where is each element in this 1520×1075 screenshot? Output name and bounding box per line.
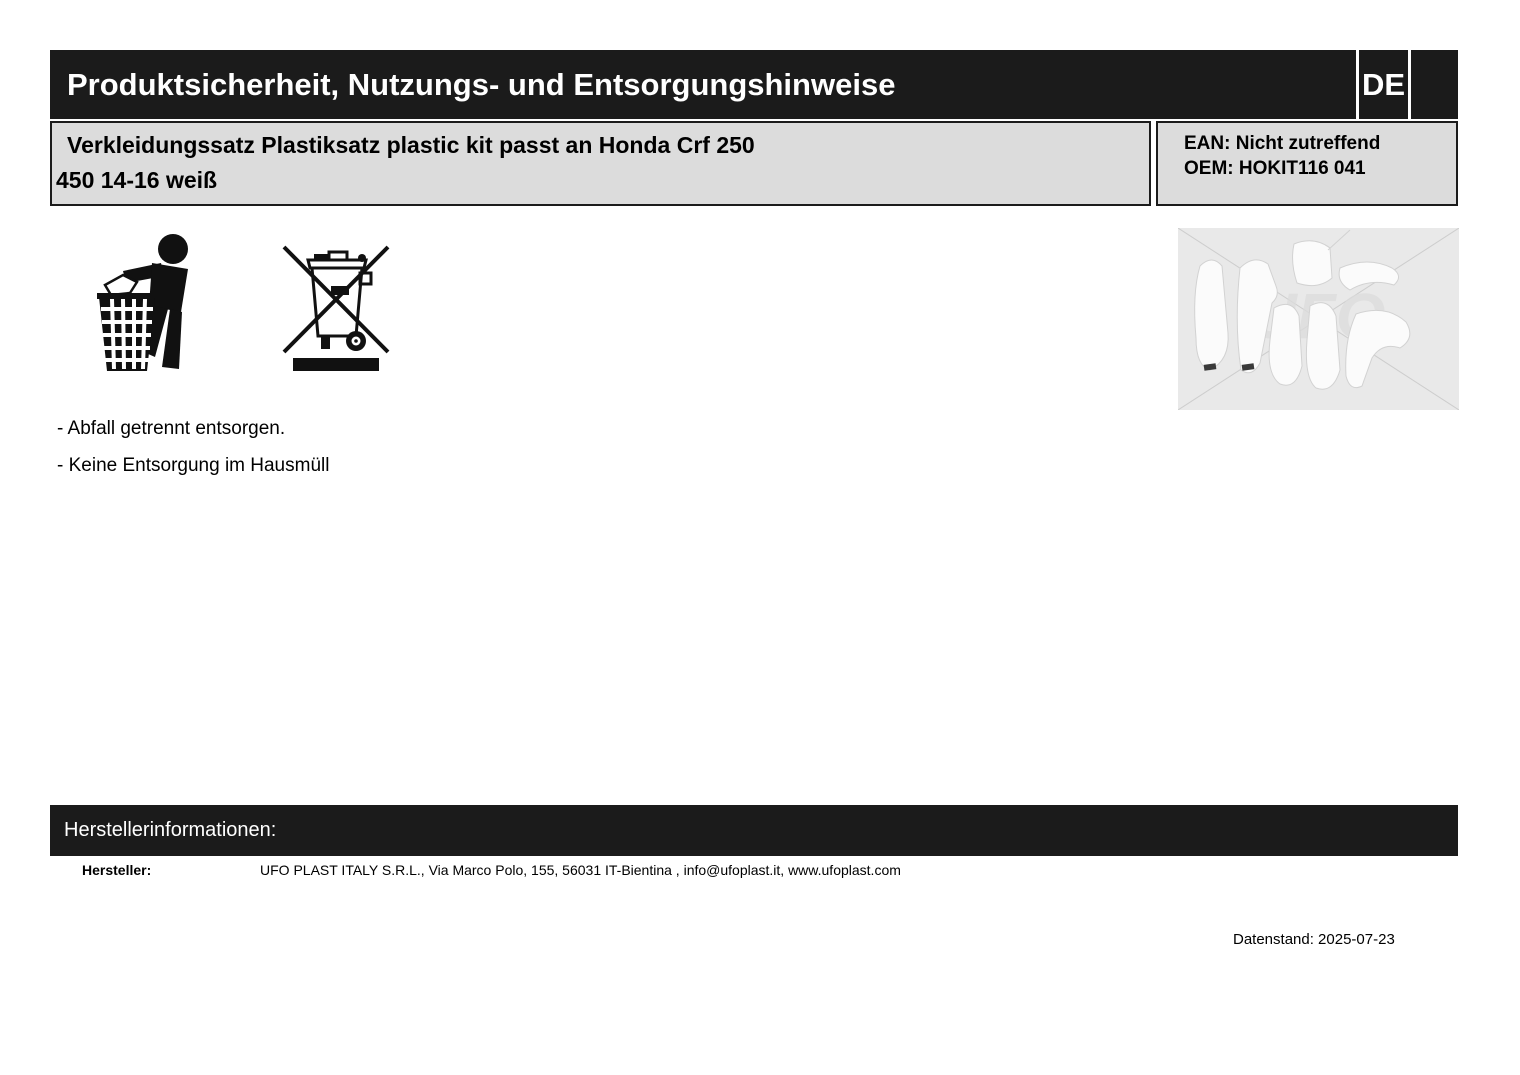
disposal-note: - Abfall getrennt entsorgen. <box>57 418 286 439</box>
manufacturer-value: UFO PLAST ITALY S.R.L., Via Marco Polo, 155, 56031 IT-Bientina , info@ufoplast.it, www.ufoplast.com <box>260 862 901 878</box>
manufacturer-section-heading: Herstellerinformationen: <box>50 805 1458 856</box>
header-end-cell <box>1411 50 1458 119</box>
page-title: Produktsicherheit, Nutzungs- und Entsorgungshinweise <box>50 50 1356 119</box>
oem-code: OEM: HOKIT116 041 <box>1184 158 1366 179</box>
disposal-note: - Keine Entsorgung im Hausmüll <box>57 455 330 476</box>
data-status: Datenstand: 2025-07-23 <box>1233 931 1395 948</box>
product-name-line2: 450 14-16 weiß <box>56 167 218 193</box>
disposal-notes <box>57 410 329 484</box>
product-photo <box>1178 228 1459 410</box>
tidyman-icon <box>95 229 217 373</box>
weee-crossed-out-bin-icon <box>281 231 391 371</box>
product-name-line1: Verkleidungssatz Plastiksatz plastic kit passt an Honda Crf 250 <box>67 132 755 158</box>
manufacturer-label: Hersteller: <box>82 862 152 878</box>
product-name <box>50 121 1151 206</box>
product-subheader <box>50 121 1458 206</box>
document-header <box>50 50 1458 119</box>
ean-code: EAN: Nicht zutreffend <box>1184 133 1381 154</box>
language-badge: DE <box>1359 50 1408 119</box>
product-codes <box>1156 121 1458 206</box>
